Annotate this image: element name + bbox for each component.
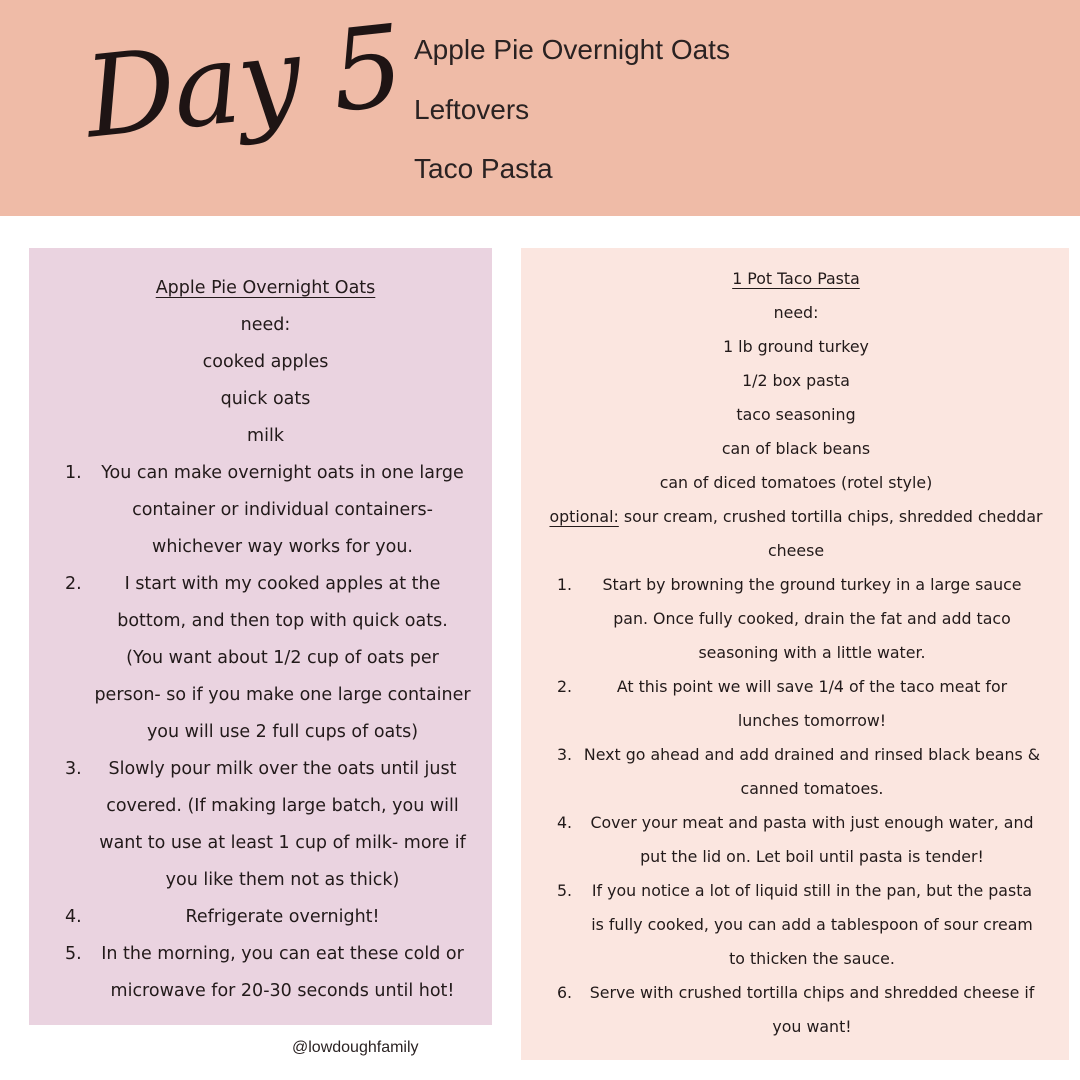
step-number: 2. — [65, 574, 82, 594]
pasta-ingredient: can of diced tomatoes (rotel style) — [659, 473, 933, 492]
step-line: Cover your meat and pasta with just enough water, and — [590, 813, 1034, 832]
pasta-step — [533, 738, 1059, 806]
oats-recipe-card — [29, 248, 492, 1025]
step-line: bottom, and then top with quick oats. — [117, 611, 448, 631]
day-title: Day 5 — [79, 1, 408, 164]
step-number: 2. — [557, 677, 573, 696]
step-line: is fully cooked, you can add a tablespoon of sour cream — [591, 915, 1033, 934]
step-line: At this point we will save 1/4 of the taco meat for — [616, 677, 1008, 696]
step-line: whichever way works for you. — [152, 537, 413, 557]
step-number: 3. — [65, 759, 82, 779]
step-line: Serve with crushed tortilla chips and shredded cheese if — [589, 983, 1035, 1002]
pasta-recipe-title: 1 Pot Taco Pasta — [732, 269, 860, 288]
pasta-step — [533, 670, 1059, 738]
step-line: covered. (If making large batch, you will — [106, 796, 459, 816]
step-line: (You want about 1/2 cup of oats per — [126, 648, 439, 668]
step-line: pan. Once fully cooked, drain the fat and add taco — [613, 609, 1011, 628]
step-line: Next go ahead and add drained and rinsed black beans & — [583, 745, 1041, 764]
optional-items-cont: cheese — [767, 541, 825, 560]
pasta-ingredient: taco seasoning — [736, 405, 856, 424]
pasta-recipe-card — [521, 248, 1069, 1060]
meal-list — [414, 20, 730, 199]
pasta-step — [533, 568, 1059, 670]
oats-step — [53, 566, 478, 751]
step-line: person- so if you make one large container — [94, 685, 471, 705]
step-line: container or individual containers- — [132, 500, 433, 520]
step-number: 1. — [557, 575, 573, 594]
pasta-ingredient: can of black beans — [721, 439, 871, 458]
pasta-ingredient: 1 lb ground turkey — [723, 337, 869, 356]
step-line: microwave for 20-30 seconds until hot! — [110, 981, 455, 1001]
step-number: 5. — [65, 944, 82, 964]
meal-breakfast: Apple Pie Overnight Oats — [414, 34, 730, 65]
oats-step — [53, 751, 478, 899]
step-line: Slowly pour milk over the oats until just — [108, 759, 457, 779]
step-number: 4. — [65, 907, 82, 927]
step-number: 6. — [557, 983, 573, 1002]
header-banner — [0, 0, 1080, 216]
step-line: Start by browning the ground turkey in a large sauce — [602, 575, 1022, 594]
step-line: I start with my cooked apples at the — [124, 574, 441, 594]
pasta-optional — [533, 500, 1059, 534]
oats-ingredient: milk — [247, 426, 284, 446]
oats-ingredient: cooked apples — [202, 352, 329, 372]
step-line: In the morning, you can eat these cold or — [101, 944, 464, 964]
step-line: put the lid on. Let boil until pasta is tender! — [640, 847, 984, 866]
social-handle: @lowdoughfamily — [292, 1039, 419, 1056]
step-line: you will use 2 full cups of oats) — [146, 722, 419, 742]
pasta-step — [533, 874, 1059, 976]
step-number: 5. — [557, 881, 573, 900]
pasta-step — [533, 806, 1059, 874]
oats-step — [53, 899, 478, 936]
optional-label: optional: — [549, 507, 619, 526]
step-line: you want! — [772, 1017, 852, 1036]
pasta-step — [533, 976, 1059, 1044]
step-line: you like them not as thick) — [165, 870, 400, 890]
meal-lunch: Leftovers — [414, 93, 530, 125]
step-line: to thicken the sauce. — [729, 949, 895, 968]
pasta-need-label: need: — [773, 303, 819, 322]
step-line: want to use at least 1 cup of milk- more if — [99, 833, 466, 853]
step-line: seasoning with a little water. — [698, 643, 926, 662]
optional-items: sour cream, crushed tortilla chips, shredded cheddar — [623, 507, 1043, 526]
oats-need-label: need: — [240, 315, 291, 335]
pasta-ingredient: 1/2 box pasta — [742, 371, 850, 390]
oats-recipe-title: Apple Pie Overnight Oats — [155, 278, 376, 298]
step-line: Refrigerate overnight! — [185, 907, 380, 927]
step-line: canned tomatoes. — [740, 779, 884, 798]
step-number: 1. — [65, 463, 82, 483]
oats-step — [53, 455, 478, 566]
step-number: 3. — [557, 745, 573, 764]
oats-step — [53, 936, 478, 1010]
step-line: If you notice a lot of liquid still in the pan, but the pasta — [591, 881, 1033, 900]
meal-dinner: Taco Pasta — [414, 153, 553, 184]
oats-steps — [53, 455, 478, 1010]
oats-ingredient: quick oats — [220, 389, 311, 409]
step-number: 4. — [557, 813, 573, 832]
step-line: You can make overnight oats in one large — [101, 463, 464, 483]
step-line: lunches tomorrow! — [737, 711, 887, 730]
pasta-steps — [533, 568, 1059, 1044]
